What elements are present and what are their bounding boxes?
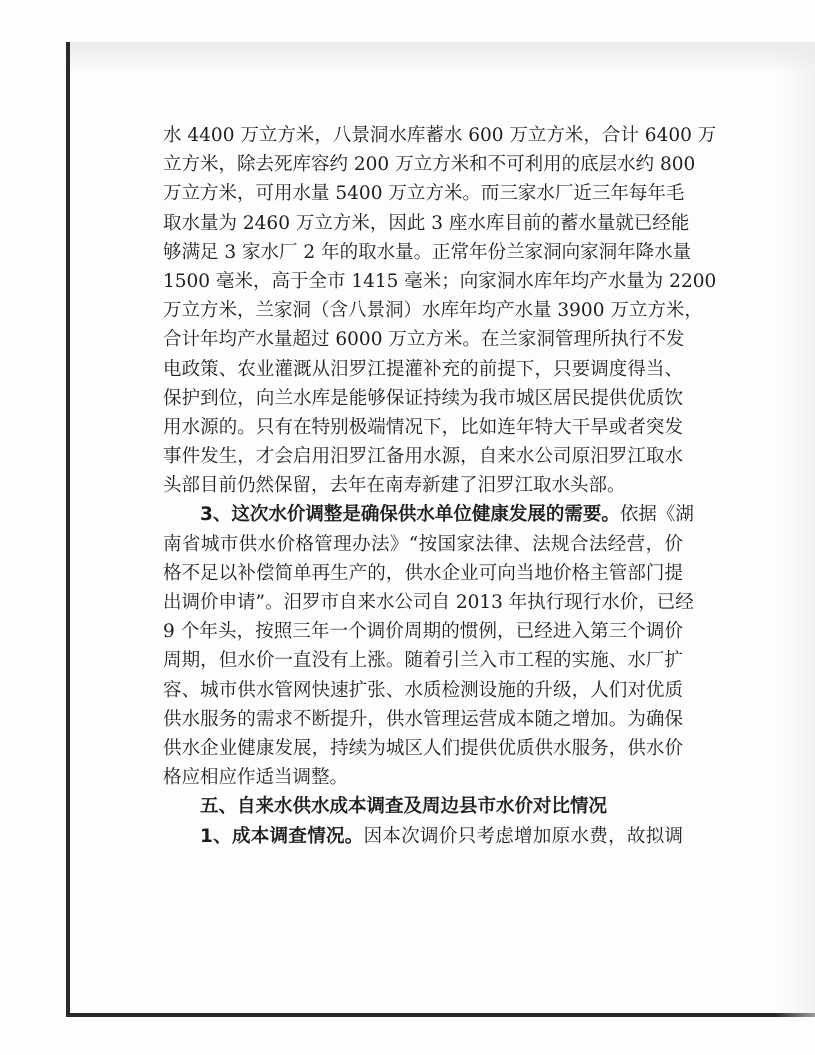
- text-line: 1500 毫米，高于全市 1415 毫米；向家洞水库年均产水量为 2200: [163, 270, 717, 292]
- paragraph-price-adjustment: [163, 500, 694, 792]
- text-line: 出调价申请”。汨罗市自来水公司自 2013 年执行现行水价，已经: [163, 592, 694, 613]
- text-line: 供水服务的需求不断提升，供水管理运营成本随之增加。为确保: [163, 708, 683, 730]
- text-line: 够满足 3 家水厂 2 年的取水量。正常年份兰家洞向家洞年降水量: [163, 241, 692, 263]
- text-line: 头部目前仍然保留，去年在南寿新建了汨罗江取水头部。: [163, 475, 626, 497]
- paragraph-cost-survey: [163, 822, 683, 851]
- text-run: 因本次调价只考虑增加原水费，故拟调: [363, 825, 683, 847]
- text-line: 水 4400 万立方米，八景洞水库蓄水 600 万立方米，合计 6400 万: [163, 125, 717, 146]
- text-line: 供水企业健康发展，持续为城区人们提供优质供水服务，供水价: [163, 737, 683, 759]
- text-line: 容、城市供水管网快速扩张、水质检测设施的升级，人们对优质: [163, 679, 683, 701]
- text-line: 格不足以补偿简单再生产的，供水企业可向当地价格主管部门提: [163, 562, 683, 584]
- text-line: 万立方米，可用水量 5400 万立方米。而三家水厂近三年每年毛: [163, 183, 685, 205]
- text-line: 电政策、农业灌溉从汨罗江提灌补充的前提下，只要调度得当、: [163, 358, 683, 380]
- page-bottom-edge: [66, 1013, 815, 1017]
- text-line: 取水量为 2460 万立方米，因此 3 座水库目前的蓄水量就已经能: [163, 212, 690, 234]
- paragraph-reservoir-capacity: [163, 121, 717, 500]
- text-line: 南省城市供水价格管理办法》“按国家法律、法规合法经营，价: [163, 533, 683, 555]
- text-line: 用水源的。只有在特别极端情况下，比如连年特大干旱或者突发: [163, 416, 683, 438]
- page-top-shadow: [70, 42, 815, 72]
- text-line: 9 个年头，按照三年一个调价周期的惯例，已经进入第三个调价: [163, 621, 683, 643]
- text-line: 立方米，除去死库容约 200 万立方米和不可利用的底层水约 800: [163, 154, 696, 176]
- paragraph-heading: 3、这次水价调整是确保供水单位健康发展的需要。: [200, 504, 620, 526]
- page-left-edge: [66, 42, 70, 1017]
- text-line: 事件发生，才会启用汨罗江备用水源，自来水公司原汨罗江取水: [163, 446, 683, 468]
- text-line: 合计年均产水量超过 6000 万立方米。在兰家洞管理所执行不发: [163, 329, 685, 351]
- text-line: 周期，但水价一直没有上涨。随着引兰入市工程的实施、水厂扩: [163, 650, 683, 672]
- text-line: 格应相应作适当调整。: [163, 767, 349, 789]
- body-text: [163, 121, 717, 851]
- text-line: 保护到位，向兰水库是能够保证持续为我市城区居民提供优质饮: [163, 387, 683, 409]
- section-heading: 五、自来水供水成本调查及周边县市水价对比情况: [200, 796, 608, 818]
- text-line: [163, 500, 694, 529]
- text-line: [163, 822, 683, 851]
- text-run: 依据《湖: [619, 504, 694, 526]
- text-line: 万立方米，兰家洞（含八景洞）水库年均产水量 3900 万立方米，: [163, 300, 703, 322]
- page-right-shadow: [775, 42, 815, 1017]
- paragraph-heading: 1、成本调查情况。: [200, 825, 364, 847]
